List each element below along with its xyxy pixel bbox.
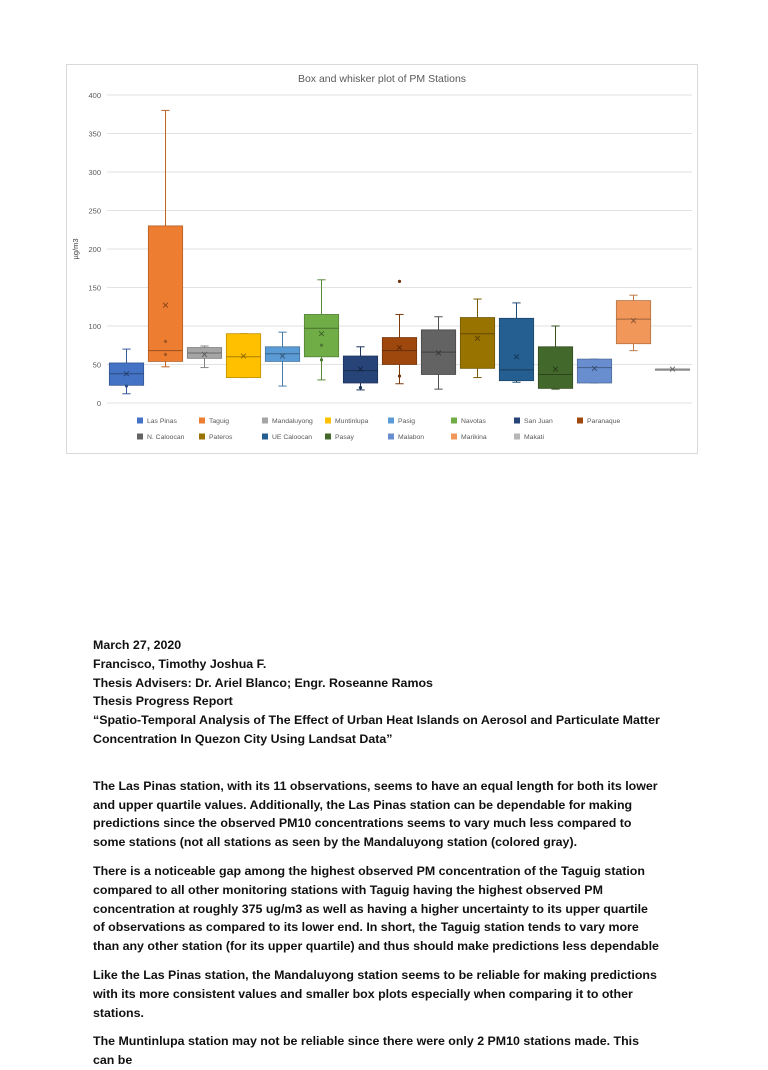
legend-swatch — [451, 434, 457, 440]
y-tick-label: 350 — [88, 129, 101, 139]
legend-entry — [451, 434, 487, 442]
y-tick-label: 150 — [88, 283, 101, 293]
legend-entry — [325, 418, 368, 426]
legend-swatch — [325, 418, 331, 424]
legend-entry — [388, 418, 415, 426]
legend-swatch — [137, 418, 143, 424]
data-point — [320, 358, 323, 361]
legend-label: Las Pinas — [147, 418, 177, 425]
legend-swatch — [514, 434, 520, 440]
box-pasig — [265, 332, 299, 386]
data-point — [398, 374, 401, 377]
legend-swatch — [388, 434, 394, 440]
report-title-line-1: “Spatio-Temporal Analysis of The Effect of Urban Heat Islands on Aerosol and Particulate Matter — [93, 713, 660, 728]
y-tick-label: 100 — [88, 322, 101, 331]
y-tick-label: 400 — [88, 91, 101, 100]
data-point — [164, 340, 167, 343]
legend-label: Pasig — [398, 418, 416, 425]
report-document — [93, 636, 663, 1070]
legend-label: Taguig — [209, 418, 230, 425]
data-point — [359, 386, 362, 389]
y-tick-label: 50 — [92, 360, 101, 370]
legend-label: Pasay — [335, 434, 354, 441]
report-title-line-2: Concentration In Quezon City Using Landsat Data” — [93, 731, 393, 746]
box-iqr — [460, 318, 494, 369]
legend-swatch — [514, 418, 520, 424]
legend-entry — [137, 418, 177, 426]
box-iqr — [577, 359, 611, 383]
report-author: Francisco, Timothy Joshua F. — [93, 656, 267, 671]
box-whisker-chart — [67, 65, 697, 453]
chart-frame — [66, 64, 698, 454]
box-pateros — [460, 299, 494, 378]
box-iqr — [499, 318, 533, 380]
legend-entry — [325, 434, 354, 442]
legend-swatch — [325, 434, 331, 440]
legend-entry — [199, 418, 229, 426]
legend-entry — [262, 418, 313, 426]
box-iqr — [616, 301, 650, 344]
y-tick-labels — [88, 91, 101, 408]
box-las-pinas — [109, 349, 143, 394]
legend-label: Navotas — [461, 418, 486, 425]
legend-swatch — [451, 418, 457, 424]
legend-swatch — [199, 418, 205, 424]
legend-entry — [262, 434, 312, 442]
legend-entry — [577, 418, 620, 426]
box-taguig — [148, 110, 182, 366]
report-type: Thesis Progress Report — [93, 694, 233, 709]
legend-entry — [199, 434, 233, 442]
legend-swatch — [199, 434, 205, 440]
box-san-juan — [343, 347, 377, 390]
box-paranaque — [382, 280, 416, 384]
legend-entry — [514, 434, 545, 442]
legend-entry — [451, 418, 487, 426]
legend-label: Malabon — [398, 434, 425, 441]
box-iqr — [304, 314, 338, 356]
data-point — [320, 344, 323, 347]
chart-title: Box and whisker plot of PM Stations — [297, 73, 467, 85]
box-pasay — [538, 326, 572, 389]
box-makati — [655, 367, 689, 372]
y-tick-label: 0 — [96, 399, 101, 408]
legend-label: San Juan — [524, 418, 553, 425]
paragraph-taguig: There is a noticeable gap among the highest observed PM concentration of the Taguig station compared to all other monitoring stations with Taguig having the highest observed PM concentration at roughly 375 ug/m3 as well as having a higher uncertainty to its upper quartile of observations as compared to its lower end. In short, the Taguig station tends to vary more than any other station (for its upper quartile) and thus should make predictions less dependable — [93, 863, 659, 954]
data-point — [398, 280, 401, 283]
legend-swatch — [137, 434, 143, 440]
box-marikina — [616, 295, 650, 350]
legend-label: N. Caloocan — [147, 434, 185, 441]
legend-swatch — [388, 418, 394, 424]
legend-label: Pateros — [209, 434, 233, 441]
y-axis-label: µg/m3 — [71, 238, 80, 260]
paragraph-muntinlupa: The Muntinlupa station may not be reliable since there were only 2 PM10 stations made. This can be — [93, 1034, 640, 1068]
legend-label: Makati — [524, 434, 545, 441]
legend-label: Mandaluyong — [272, 418, 313, 425]
box-iqr — [538, 347, 572, 389]
box-plots — [109, 110, 689, 393]
box-muntinlupa — [226, 334, 260, 378]
paragraph-las-pinas: The Las Pinas station, with its 11 observations, seems to have an equal length for both its lower and upper quartile values. Additionally, the Las Pinas station can be dependable for making predictions since the observed PM10 concentrations seems to vary much less compared to some stations (not all stations as seen by the Mandaluyong station (colored gray). — [93, 778, 658, 850]
y-tick-label: 200 — [88, 245, 101, 254]
legend-label: UE Caloocan — [272, 434, 313, 441]
report-date: March 27, 2020 — [93, 638, 182, 652]
box-ue-caloocan — [499, 303, 533, 382]
legend-label: Marikina — [461, 434, 487, 441]
data-point — [125, 384, 128, 387]
report-header — [93, 636, 663, 749]
legend-swatch — [262, 434, 268, 440]
y-tick-label: 300 — [88, 168, 101, 177]
legend-label: Paranaque — [587, 418, 621, 425]
legend-entry — [514, 418, 553, 426]
data-point — [164, 353, 167, 356]
legend-swatch — [262, 418, 268, 424]
box-n-caloocan — [421, 317, 455, 389]
box-malabon — [577, 359, 611, 383]
legend-entry — [388, 434, 424, 442]
legend-entry — [137, 434, 185, 442]
report-advisers: Thesis Advisers: Dr. Ariel Blanco; Engr. Roseanne Ramos — [93, 675, 433, 690]
legend-swatch — [577, 418, 583, 424]
legend-label: Muntinlupa — [335, 418, 369, 425]
legend — [137, 418, 620, 442]
paragraph-mandaluyong: Like the Las Pinas station, the Mandaluyong station seems to be reliable for making predictions with its more consistent values and smaller box plots especially when comparing it to other stations. — [93, 967, 657, 1020]
y-tick-label: 250 — [88, 206, 101, 216]
